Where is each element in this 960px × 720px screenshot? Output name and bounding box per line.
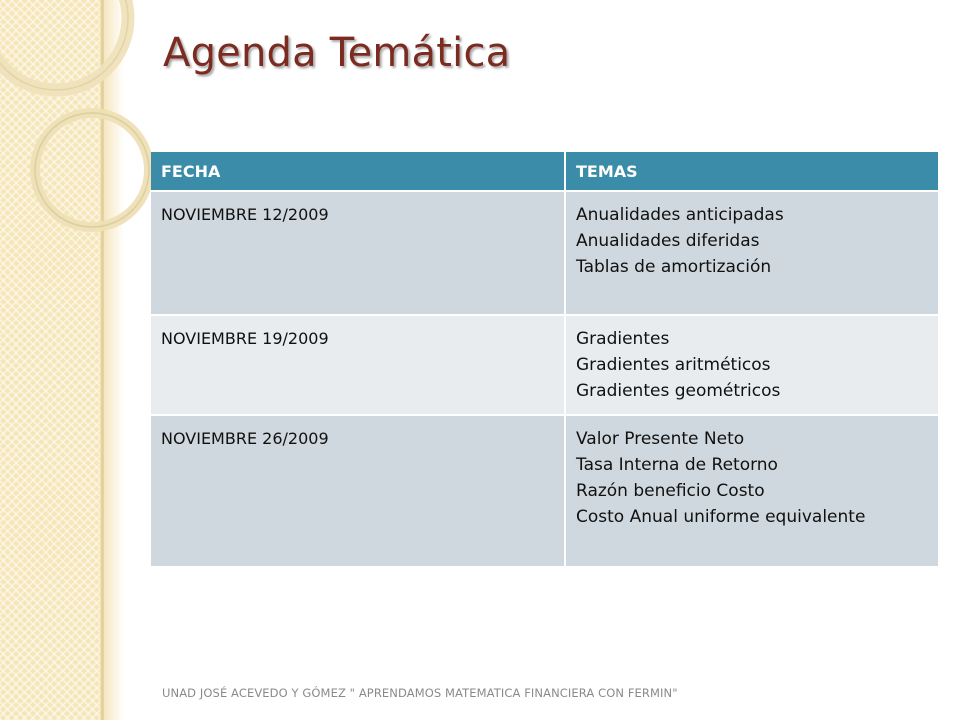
slide-footer: UNAD JOSÉ ACEVEDO Y GÓMEZ " APRENDAMOS MATEMATICA FINANCIERA CON FERMIN": [162, 686, 678, 700]
temas-cell: [565, 315, 938, 415]
tema-item: Costo Anual uniforme equivalente: [576, 507, 866, 527]
column-header-fecha: FECHA: [151, 152, 565, 191]
tema-item: Tasa Interna de Retorno: [576, 455, 778, 475]
tema-item: Gradientes: [576, 329, 670, 349]
tema-item: Anualidades diferidas: [576, 231, 760, 251]
tema-item: Gradientes aritméticos: [576, 355, 771, 375]
slide-title: Agenda Temática: [163, 30, 511, 76]
fecha-cell: NOVIEMBRE 19/2009: [151, 315, 565, 415]
agenda-table: [151, 152, 938, 568]
tema-item: Razón beneficio Costo: [576, 481, 765, 501]
decorative-circle-small-outline: [35, 113, 149, 227]
table-row: [151, 315, 938, 415]
decorative-circle-large: [0, 0, 128, 90]
table-header-row: [151, 152, 938, 191]
tema-item: Valor Presente Neto: [576, 429, 745, 449]
fecha-cell: NOVIEMBRE 26/2009: [151, 415, 565, 567]
fecha-cell: NOVIEMBRE 12/2009: [151, 191, 565, 315]
decorative-circles: [0, 0, 170, 260]
tema-item: Anualidades anticipadas: [576, 205, 784, 225]
table-row: [151, 191, 938, 315]
tema-item: Tablas de amortización: [576, 257, 772, 277]
tema-item: Gradientes geométricos: [576, 381, 781, 401]
column-header-temas: TEMAS: [565, 152, 938, 191]
table-row: [151, 415, 938, 567]
temas-cell: [565, 191, 938, 315]
temas-cell: [565, 415, 938, 567]
